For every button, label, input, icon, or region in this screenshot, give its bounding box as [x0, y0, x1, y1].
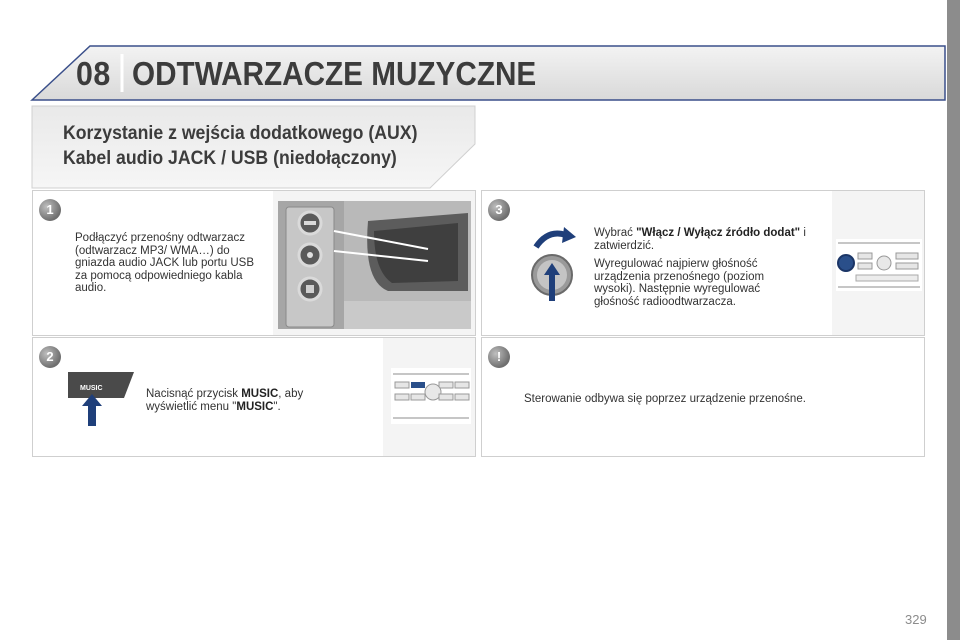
- music-button-illustration: [68, 368, 140, 428]
- side-strip: [947, 0, 960, 640]
- chapter-number: 08: [76, 55, 111, 92]
- section-title-line2: Kabel audio JACK / USB (niedołączony): [63, 148, 397, 169]
- step-1-panel: [32, 190, 476, 336]
- step-2-panel: [32, 337, 476, 457]
- radio-panel-image: [391, 368, 471, 424]
- chapter-title: ODTWARZACZE MUZYCZNE: [132, 55, 537, 92]
- step-3-text: Wybrać "Włącz / Wyłącz źródło dodat" i zatwierdzić.: [594, 227, 806, 252]
- section-heading-box: [0, 100, 480, 192]
- rotate-push-knob-illustration: [526, 225, 582, 305]
- note-text: Sterowanie odbywa się poprzez urządzenie przenośne.: [524, 393, 806, 405]
- note-panel: [481, 337, 925, 457]
- jack-usb-socket-image: [278, 201, 471, 329]
- step-2-text: Nacisnąć przycisk MUSIC, aby wyświetlić menu "MUSIC".: [146, 388, 304, 413]
- step-3-panel: [481, 190, 925, 336]
- page-number: 329: [905, 612, 927, 627]
- step-1-badge: 1: [39, 199, 61, 221]
- step-3-text-2: Wyregulować najpierw głośność urządzenia przenośnego (poziom wysoki). Następnie wyregulować głośność radioodtwarzacza.: [594, 258, 765, 308]
- note-badge: !: [488, 346, 510, 368]
- step-2-badge: 2: [39, 346, 61, 368]
- step-3-badge: 3: [488, 199, 510, 221]
- radio-unit-image: [836, 239, 922, 291]
- music-button-label: MUSIC: [80, 385, 103, 392]
- section-title-line1: Korzystanie z wejścia dodatkowego (AUX): [63, 123, 418, 144]
- step-1-text: Podłączyć przenośny odtwarzacz (odtwarzacz MP3/ WMA…) do gniazda audio JACK lub portu USB za pomocą odpowiedniego kabla audio.: [75, 232, 254, 294]
